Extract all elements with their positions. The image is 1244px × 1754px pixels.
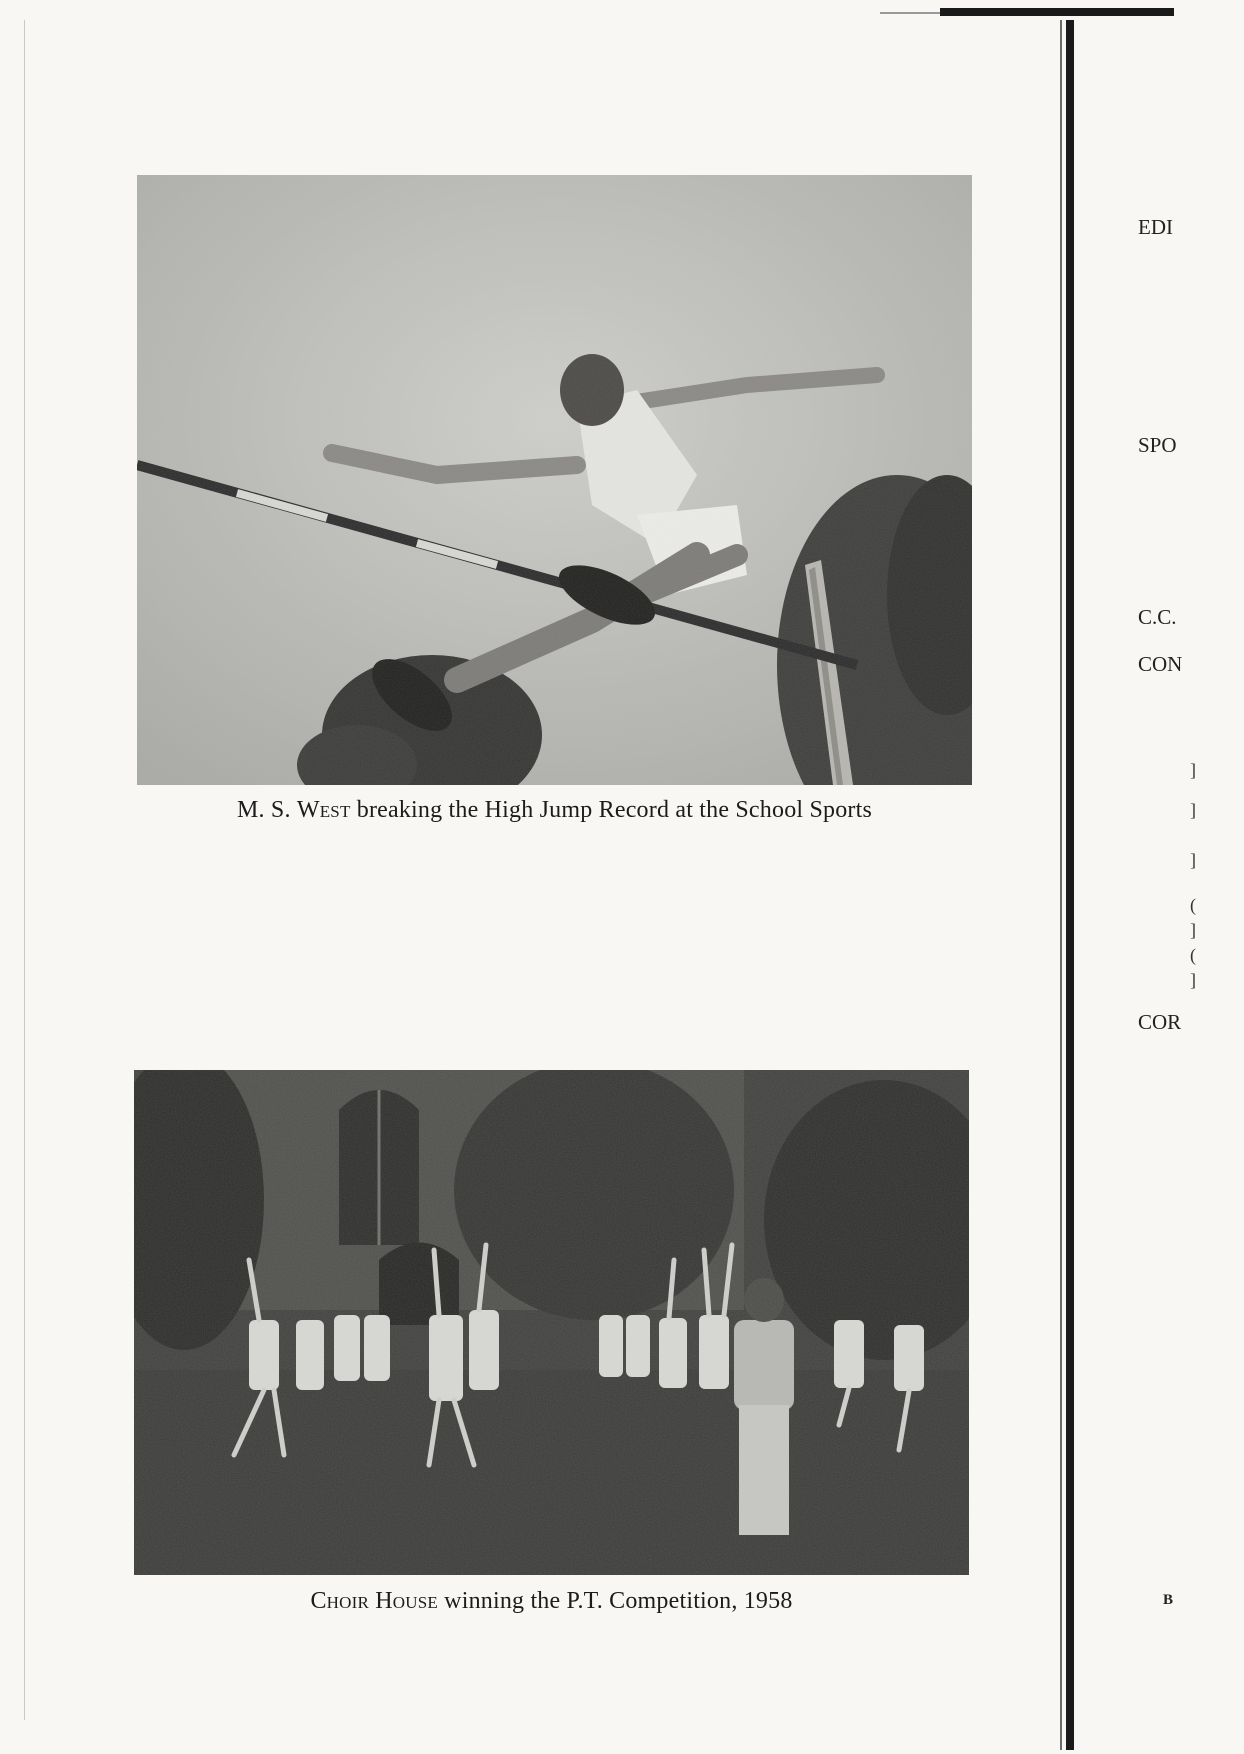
- facing-page-fragment: (: [1190, 895, 1196, 915]
- binding-gutter: [1066, 20, 1074, 1750]
- facing-page-fragment: (: [1190, 945, 1196, 965]
- photo-caption-high-jump: [137, 797, 972, 824]
- facing-page-fragment: ]: [1190, 760, 1196, 780]
- facing-page-fragment: ]: [1190, 800, 1196, 820]
- facing-page-heading: C.C.: [1138, 605, 1177, 629]
- caption-name: M. S.: [236, 797, 291, 823]
- facing-page-heading: COR: [1138, 1010, 1182, 1034]
- facing-page-heading: SPO: [1138, 433, 1177, 457]
- scan-edge-line: [24, 20, 25, 1720]
- pt-competition-photo: [134, 1070, 969, 1575]
- high-jump-photo: [137, 175, 972, 785]
- binding-shadow: [1060, 20, 1062, 1750]
- caption-house: Choir House: [310, 1588, 438, 1614]
- top-rule-thin: [880, 12, 940, 14]
- caption-text: breaking the High Jump Record at the School Sports: [356, 797, 873, 823]
- caption-text: winning the P.T. Competition, 1958: [444, 1588, 793, 1614]
- facing-page-fragment: ]: [1190, 850, 1196, 870]
- caption-surname: West: [296, 797, 351, 823]
- top-rule: [940, 8, 1174, 16]
- facing-page-heading: CON: [1138, 652, 1183, 676]
- facing-page-fragment: ]: [1190, 920, 1196, 940]
- facing-page-heading: EDI: [1138, 215, 1173, 239]
- facing-page-fragment: ]: [1190, 970, 1196, 990]
- photo-caption-pt-competition: [134, 1588, 969, 1615]
- facing-page-signature: B: [1163, 1592, 1174, 1608]
